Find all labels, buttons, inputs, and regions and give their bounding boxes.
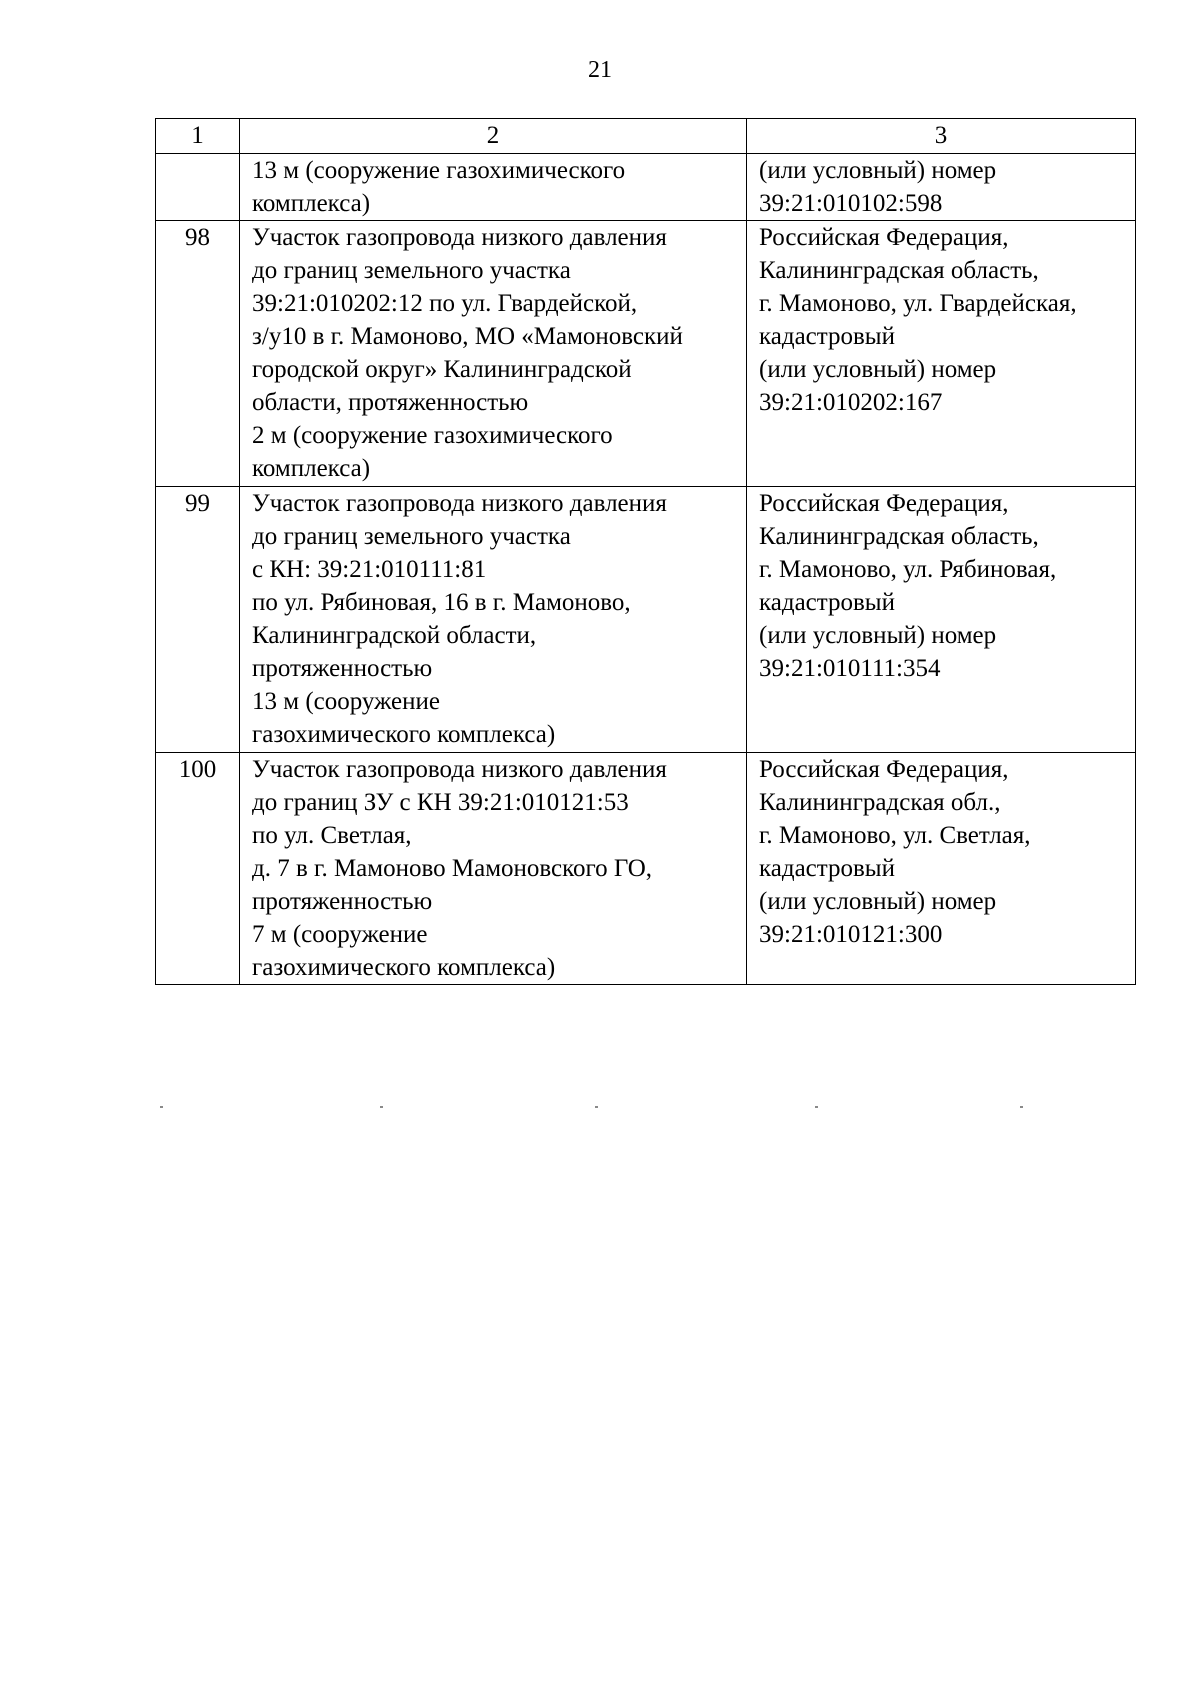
page-number: 21 <box>588 57 612 83</box>
object-location: Российская Федерация, Калининградская обл., г. Мамоново, ул. Светлая, кадастровый (или условный) номер 39:21:010121:300 <box>747 753 1136 985</box>
object-location: Российская Федерация, Калининградская область, г. Мамоново, ул. Гвардейская, кадастровый (или условный) номер 39:21:010202:167 <box>747 221 1136 487</box>
row-number: 98 <box>156 221 240 487</box>
scan-dot <box>160 1106 163 1108</box>
object-location: Российская Федерация, Калининградская область, г. Мамоново, ул. Рябиновая, кадастровый (или условный) номер 39:21:010111:354 <box>747 487 1136 753</box>
scan-dot <box>815 1106 818 1108</box>
row-number <box>156 154 240 221</box>
column-header-2: 2 <box>240 119 747 154</box>
column-header-1: 1 <box>156 119 240 154</box>
table-header-row <box>156 119 1136 154</box>
scan-dot <box>1020 1106 1023 1108</box>
row-number: 99 <box>156 487 240 753</box>
table-row <box>156 154 1136 221</box>
object-description: Участок газопровода низкого давления до границ земельного участка 39:21:010202:12 по ул. Гвардейской, з/у10 в г. Мамоново, МО «Мамоновский городской округ» Калининградской области, протяженностью 2 м (сооружение газохимического комплекса) <box>240 221 747 487</box>
object-description: Участок газопровода низкого давления до границ ЗУ с КН 39:21:010121:53 по ул. Светлая, д. 7 в г. Мамоново Мамоновского ГО, протяженностью 7 м (сооружение газохимического комплекса) <box>240 753 747 985</box>
row-number: 100 <box>156 753 240 985</box>
table-row <box>156 753 1136 985</box>
scan-dot <box>595 1106 598 1108</box>
column-header-3: 3 <box>747 119 1136 154</box>
object-location: (или условный) номер 39:21:010102:598 <box>747 154 1136 221</box>
scan-dot <box>380 1106 383 1108</box>
table-row <box>156 487 1136 753</box>
object-description: 13 м (сооружение газохимического комплекса) <box>240 154 747 221</box>
object-description: Участок газопровода низкого давления до границ земельного участка с КН: 39:21:010111:81 по ул. Рябиновая, 16 в г. Мамоново, Калининградской области, протяженностью 13 м (сооружение газохимического комплекса) <box>240 487 747 753</box>
property-registry-table <box>155 118 1136 985</box>
scan-artifact-dots <box>150 1106 1050 1110</box>
table-row <box>156 221 1136 487</box>
